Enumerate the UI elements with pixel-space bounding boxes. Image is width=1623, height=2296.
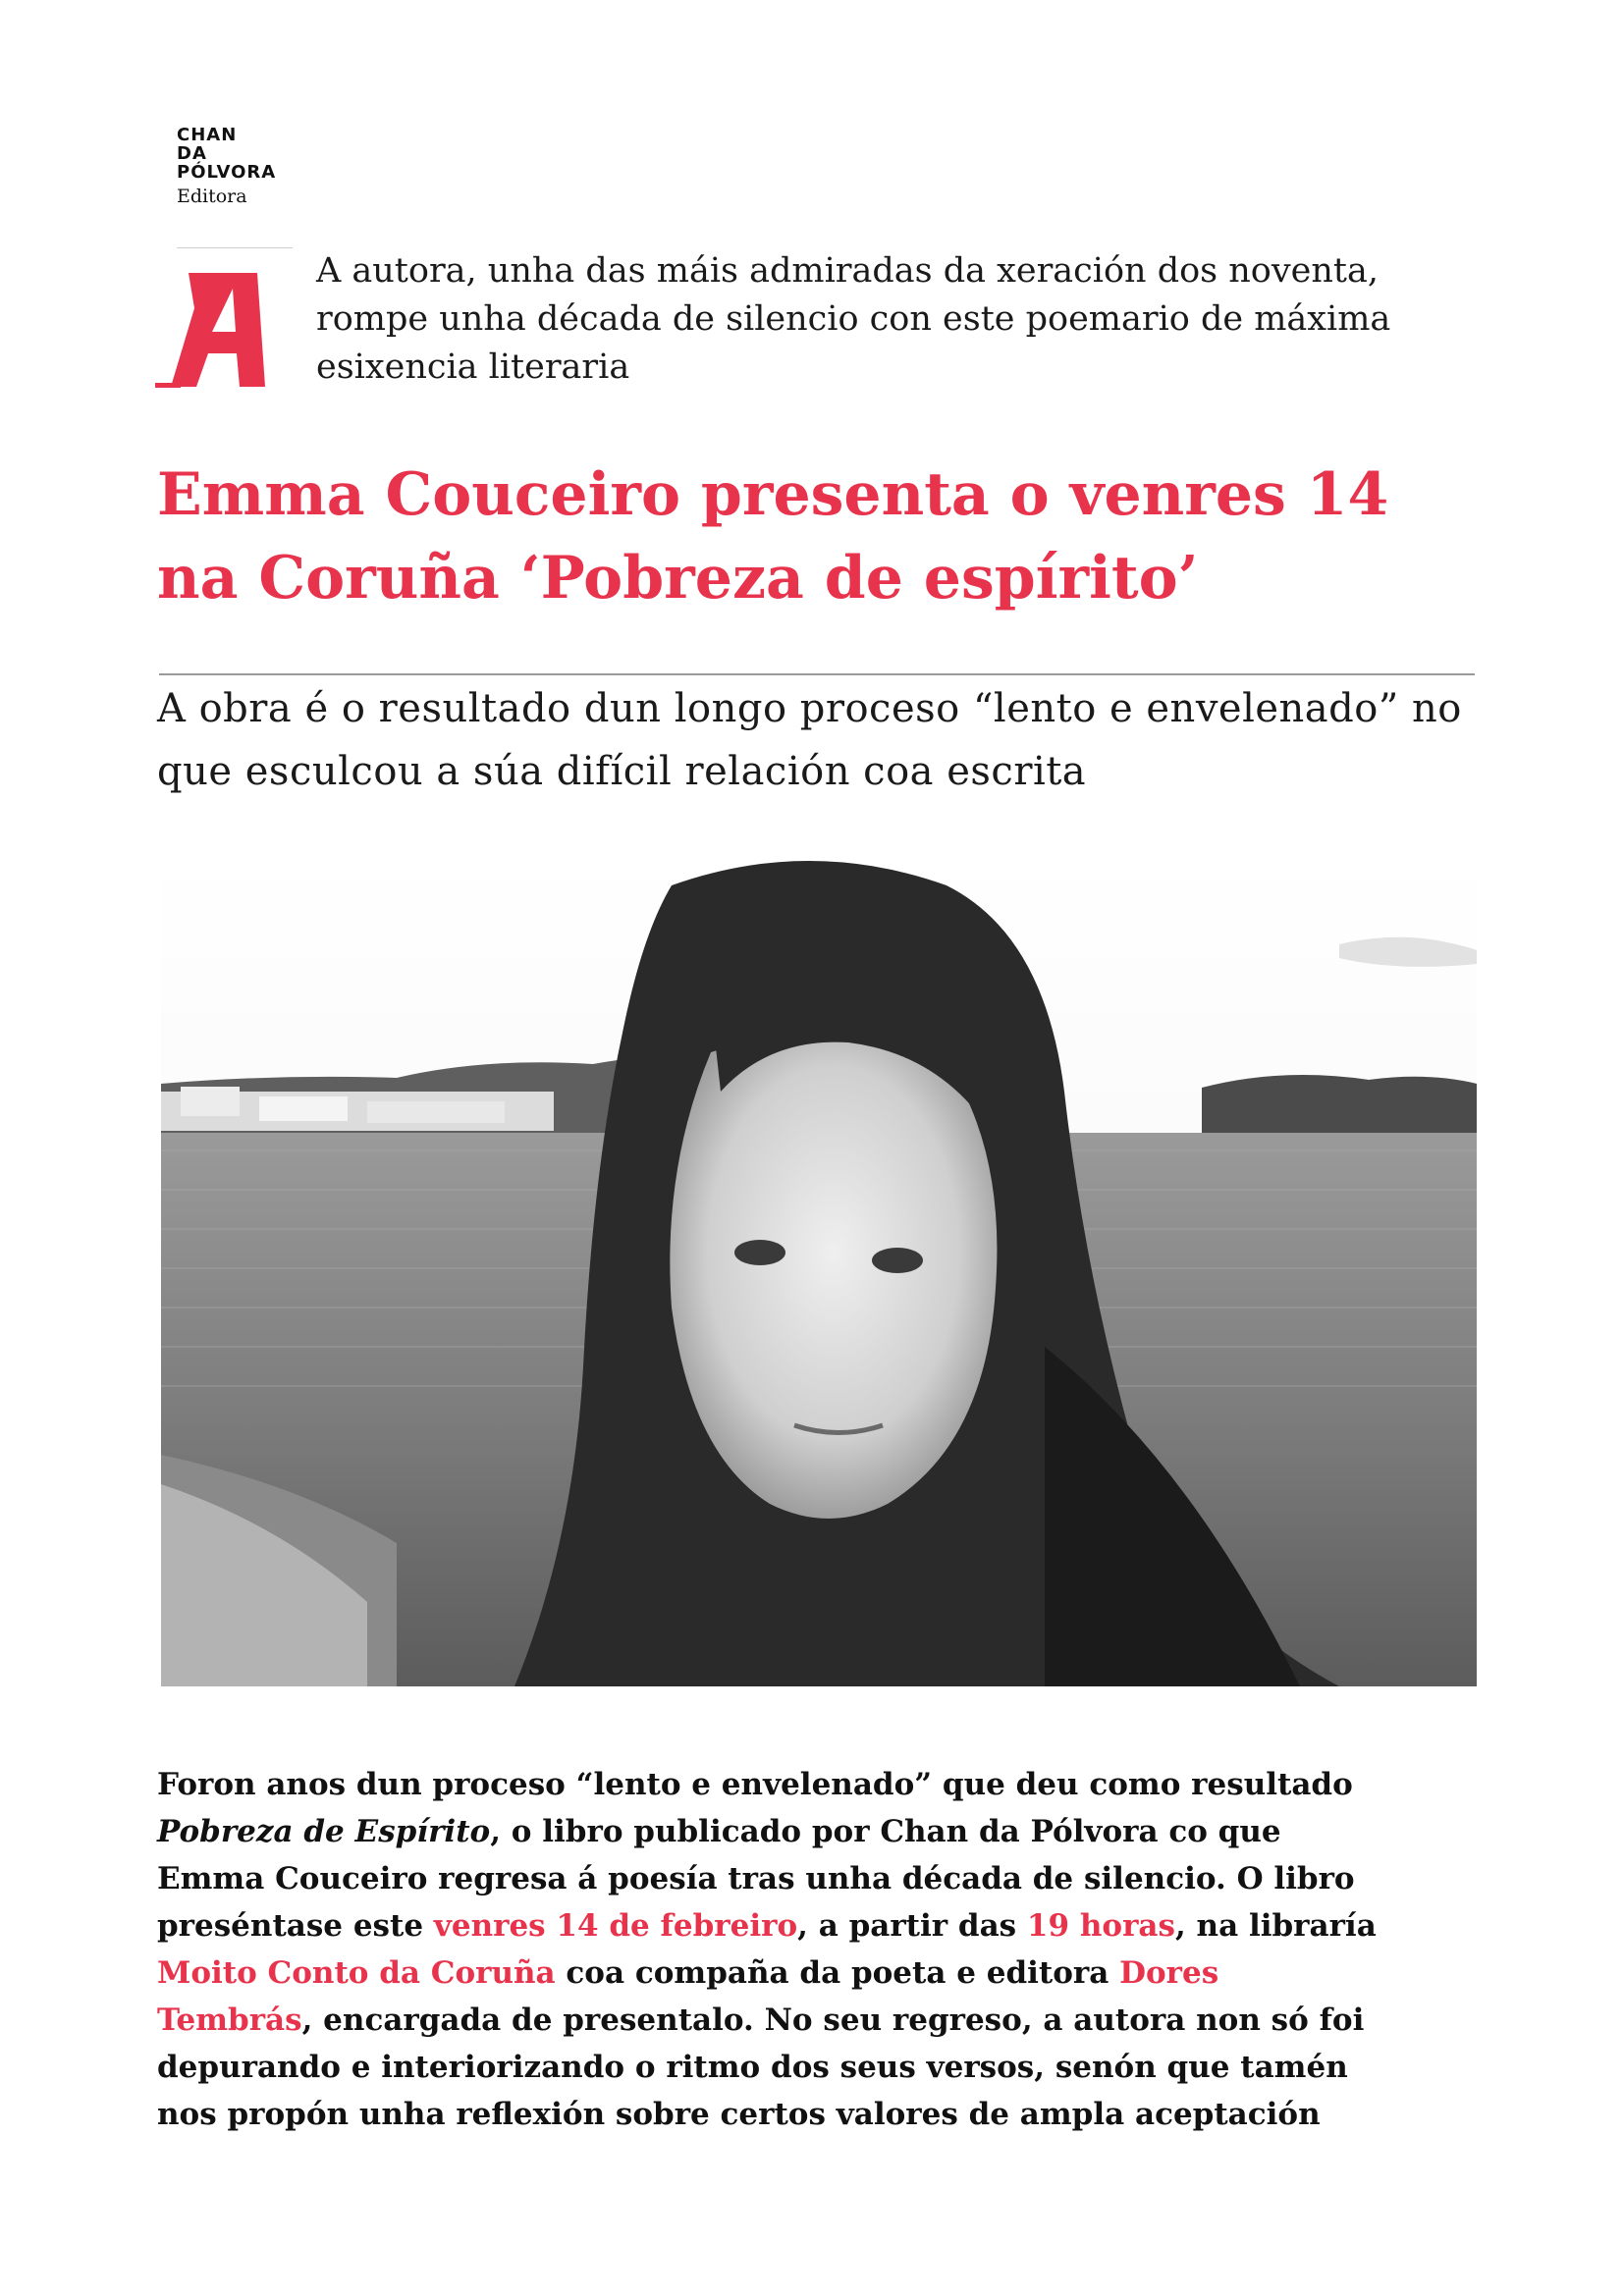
logo-line-chan: CHAN bbox=[177, 125, 238, 145]
headline-line: Emma Couceiro presenta o venres 14 bbox=[157, 460, 1389, 529]
intro-line: rompe unha década de silencio con este poemario de máxima bbox=[316, 299, 1391, 339]
body-line bbox=[157, 1808, 1492, 1855]
publisher-logo bbox=[177, 126, 295, 206]
body-line bbox=[157, 1949, 1492, 1997]
body-text-segment: depurando e interiorizando o ritmo dos seus versos, senón que tamén bbox=[157, 2050, 1348, 2085]
body-line bbox=[157, 1761, 1492, 1808]
body-line bbox=[157, 1855, 1492, 1902]
intro-line: A autora, unha das máis admiradas da xeración dos noventa, bbox=[316, 251, 1379, 291]
intro-kicker bbox=[316, 247, 1494, 392]
standfirst bbox=[157, 677, 1483, 803]
body-text-segment: coa compaña da poeta e editora bbox=[555, 1955, 1120, 1991]
body-line bbox=[157, 2044, 1492, 2091]
body-line bbox=[157, 2091, 1492, 2138]
logo-line-da: DA bbox=[177, 143, 207, 164]
standfirst-line: A obra é o resultado dun longo proceso “lento e envelenado” no bbox=[157, 686, 1462, 731]
portrait-image bbox=[161, 856, 1477, 1686]
body-text-segment: , encargada de presentalo. No seu regreso, a autora non só foi bbox=[301, 2002, 1365, 2038]
big-red-a-glyph bbox=[155, 267, 273, 395]
body-text-segment: , na libraría bbox=[1174, 1908, 1377, 1944]
body-text-segment: , o libro publicado por Chan da Pólvora co que bbox=[490, 1814, 1281, 1849]
body-text-segment: , a partir das bbox=[797, 1908, 1027, 1944]
big-red-a-icon bbox=[155, 267, 273, 395]
event-venue: Moito Conto da Coruña bbox=[157, 1955, 556, 1991]
event-date: venres 14 de febreiro bbox=[433, 1908, 798, 1944]
article-body bbox=[157, 1761, 1492, 2138]
body-text-segment: Emma Couceiro regresa á poesía tras unha década de silencio. O libro bbox=[157, 1861, 1355, 1896]
presenter-name-last: Tembrás bbox=[157, 2002, 302, 2038]
body-text-segment: nos propón unha reflexión sobre certos valores de ampla aceptación bbox=[157, 2097, 1321, 2132]
event-time: 19 horas bbox=[1026, 1908, 1175, 1944]
intro-line: esixencia literaria bbox=[316, 347, 630, 387]
logo-divider bbox=[177, 247, 293, 248]
body-text-segment: Foron anos dun proceso “lento e envelenado” que deu como resultado bbox=[157, 1767, 1353, 1802]
author-portrait-photo bbox=[161, 856, 1477, 1686]
presenter-name-first: Dores bbox=[1119, 1955, 1219, 1991]
headline bbox=[157, 454, 1483, 620]
standfirst-line: que esculcou a súa difícil relación coa escrita bbox=[157, 749, 1087, 794]
body-line bbox=[157, 1997, 1492, 2044]
headline-divider bbox=[159, 673, 1475, 675]
body-text-segment: preséntase este bbox=[157, 1908, 434, 1944]
book-title: Pobreza de Espírito bbox=[157, 1814, 491, 1849]
logo-line-polvora: PÓLVORA bbox=[177, 162, 277, 183]
logo-subtitle: Editora bbox=[177, 186, 247, 207]
headline-line: na Coruña ‘Pobreza de espírito’ bbox=[157, 544, 1199, 613]
body-line bbox=[157, 1902, 1492, 1949]
